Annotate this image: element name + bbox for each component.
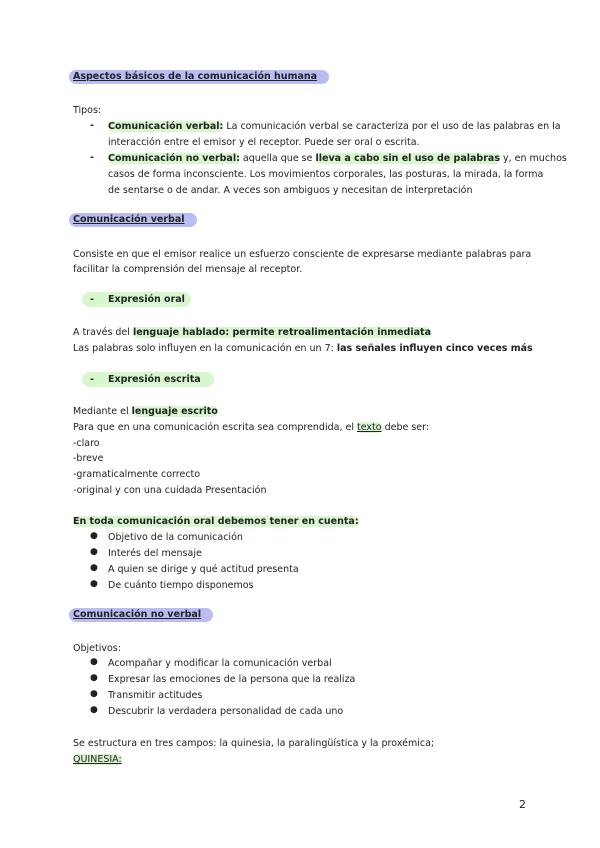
list-item: -claro [73,438,100,449]
list-item: Transmitir actitudes [108,690,203,701]
list-item: De cuánto tiempo disponemos [108,580,254,591]
list-item: -original y con una cuidada Presentación [73,485,267,496]
oral-requirements-heading: En toda comunicación oral debemos tener en cuenta: [73,516,359,527]
bullet-icon: ● [90,579,98,589]
verbal-para-line2: facilitar la comprensión del mensaje al receptor. [73,264,303,275]
item-noverbal-highlight: lleva a cabo sin el uso de palabras [315,153,500,164]
bullet-icon: ● [90,673,98,683]
page-number: 2 [519,798,526,811]
list-item: Acompañar y modificar la comunicación verbal [108,658,332,669]
escrita-line2: Para que en una comunicación escrita sea comprendida, el texto debe ser: [73,422,430,433]
section-heading-verbal: Comunicación verbal [73,214,197,225]
dash-marker: - [90,152,94,163]
subheading-expresion-escrita: Expresión escrita [108,374,201,385]
lenguaje-escrito-highlight: lenguaje escrito [131,406,218,417]
dash-marker: - [90,120,94,131]
item-noverbal-line2: casos de forma inconsciente. Los movimientos corporales, las posturas, la mirada, la forma [108,169,544,180]
item-verbal-term: Comunicación verbal: [108,121,224,132]
section-heading-aspectos: Aspectos básicos de la comunicación humana [73,71,329,82]
section-heading-no-verbal: Comunicación no verbal [73,609,213,620]
list-item: Interés del mensaje [108,548,202,559]
item-noverbal-term: Comunicación no verbal: [108,153,240,164]
oral-line2: Las palabras solo influyen en la comunicación en un 7: las señales influyen cinco veces más [73,343,533,354]
verbal-para-line1: Consiste en que el emisor realice un esfuerzo consciente de expresarse mediante palabras para [73,249,532,260]
objetivos-label: Objetivos: [73,643,121,654]
bullet-icon: ● [90,689,98,699]
list-item: -gramaticalmente correcto [73,469,201,480]
bullet-icon: ● [90,547,98,557]
bullet-icon: ● [90,531,98,541]
tipos-label: Tipos: [73,105,102,116]
estructura-line: Se estructura en tres campos: la quinesia, la paralingüística y la proxémica; [73,738,435,749]
lenguaje-hablado-highlight: lenguaje hablado: permite retroalimentación inmediata [132,327,431,338]
dash-marker: - [90,374,94,385]
subheading-expresion-oral: Expresión oral [108,294,185,305]
texto-link[interactable]: texto [357,422,382,433]
quinesia-heading: QUINESIA: [73,754,122,765]
item-noverbal-line3: de sentarse o de andar. A veces son ambiguos y necesitan de interpretación [108,185,473,196]
dash-marker: - [90,294,94,305]
list-item: Descubrir la verdadera personalidad de cada uno [108,706,344,717]
item-noverbal-line1: Comunicación no verbal: aquella que se lleva a cabo sin el uso de palabras y, en muchos [108,153,567,164]
escrita-line1: Mediante el lenguaje escrito [73,406,218,417]
bullet-icon: ● [90,657,98,667]
list-item: Objetivo de la comunicación [108,532,243,543]
bullet-icon: ● [90,705,98,715]
list-item: A quien se dirige y qué actitud presenta [108,564,299,575]
list-item: -breve [73,453,104,464]
bullet-icon: ● [90,563,98,573]
list-item: Expresar las emociones de la persona que la realiza [108,674,356,685]
item-verbal-line1: Comunicación verbal: La comunicación verbal se caracteriza por el uso de las palabras en la [108,121,561,132]
item-verbal-line2: interacción entre el emisor y el receptor. Puede ser oral o escrita. [108,137,420,148]
oral-line1: A través del lenguaje hablado: permite retroalimentación inmediata [73,327,431,338]
